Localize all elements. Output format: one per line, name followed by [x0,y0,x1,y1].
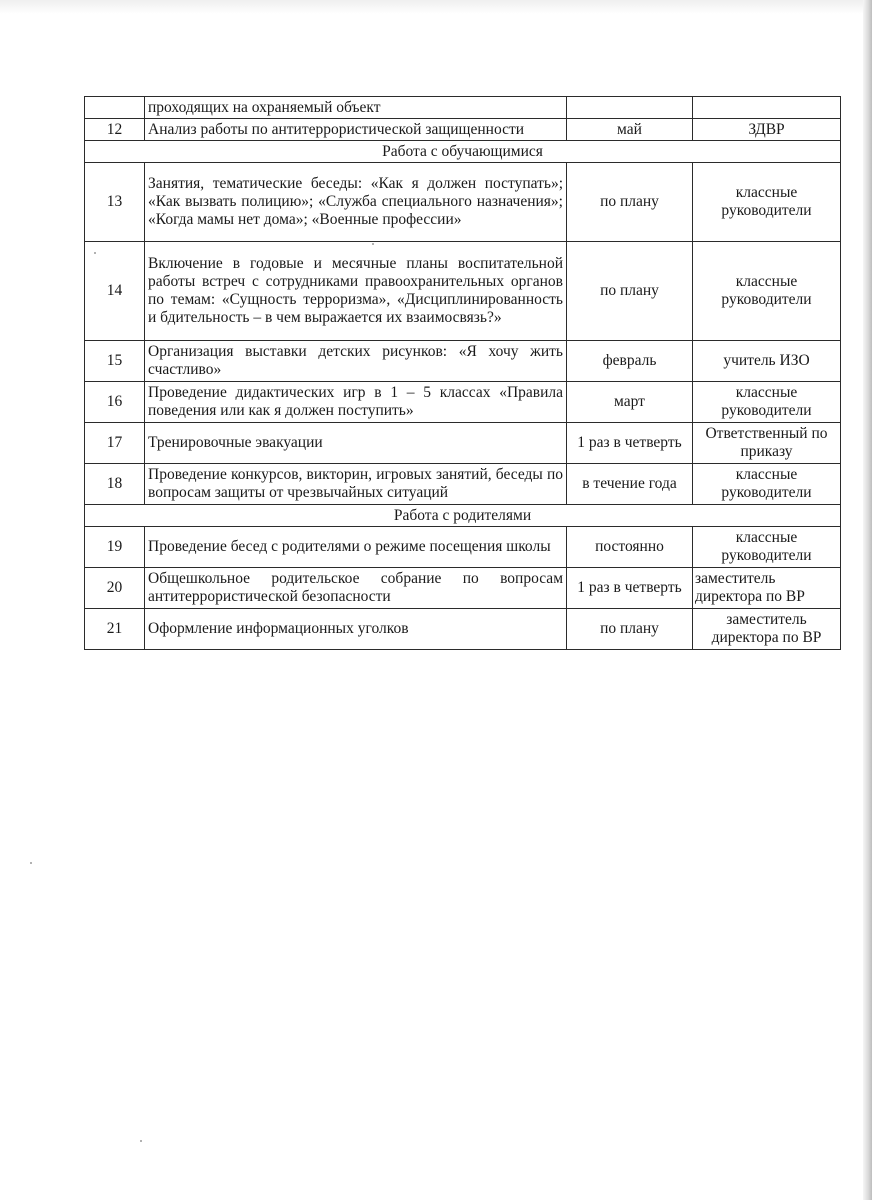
row-number: 20 [85,568,145,609]
row-number: 14 [85,242,145,341]
activity-cell: Проведение конкурсов, викторин, игровых занятий, беседы по вопросам защиты от чрезвычайных ситуаций [145,464,567,505]
responsible-cell: заместитель директора по ВР [693,568,841,609]
row-number: 21 [85,609,145,650]
date-cell: май [567,119,693,141]
table-row [85,382,841,423]
activity-plan-table [84,96,841,650]
section-row [85,505,841,527]
date-cell: по плану [567,242,693,341]
responsible-cell: классные руководители [693,464,841,505]
date-cell: по плану [567,163,693,242]
date-cell: 1 раз в четверть [567,423,693,464]
scan-speck [140,1140,142,1142]
row-number: 16 [85,382,145,423]
scan-right-edge [863,0,872,1200]
responsible-cell: классные руководители [693,242,841,341]
responsible-cell: заместитель директора по ВР [693,609,841,650]
date-cell: февраль [567,341,693,382]
responsible-cell: классные руководители [693,163,841,242]
table-row [85,341,841,382]
scan-top-shade [0,0,872,14]
section-row [85,141,841,163]
table-row [85,163,841,242]
date-cell [567,97,693,119]
scan-speck [30,862,32,864]
table-row [85,423,841,464]
table-row [85,609,841,650]
responsible-cell: учитель ИЗО [693,341,841,382]
responsible-cell: классные руководители [693,382,841,423]
activity-cell: Проведение бесед с родителями о режиме посещения школы [145,527,567,568]
row-number [85,97,145,119]
table-row [85,464,841,505]
activity-cell: Включение в годовые и месячные планы воспитательной работы встреч с сотрудниками правоохранительных органов по темам: «Сущность терроризма», «Дисциплинированность и бдительность – в чем выражается их взаимосвязь?» [145,242,567,341]
responsible-cell: ЗДВР [693,119,841,141]
row-number: 13 [85,163,145,242]
activity-cell: проходящих на охраняемый объект [145,97,567,119]
section-title-parents: Работа с родителями [85,505,841,527]
activity-cell: Организация выставки детских рисунков: «Я хочу жить счастливо» [145,341,567,382]
responsible-cell: Ответственный по приказу [693,423,841,464]
row-number: 12 [85,119,145,141]
row-number: 19 [85,527,145,568]
date-cell: в течение года [567,464,693,505]
row-number: 18 [85,464,145,505]
table-row [85,242,841,341]
table-row [85,568,841,609]
activity-cell: Оформление информационных уголков [145,609,567,650]
responsible-cell: классные руководители [693,527,841,568]
activity-cell: Занятия, тематические беседы: «Как я должен поступать»; «Как вызвать полицию»; «Служба специального назначения»; «Когда мамы нет дома»; «Военные профессии» [145,163,567,242]
section-title-students: Работа с обучающимися [85,141,841,163]
table-row [85,527,841,568]
activity-cell: Общешкольное родительское собрание по вопросам антитеррористической безопасности [145,568,567,609]
row-number: 15 [85,341,145,382]
date-cell: по плану [567,609,693,650]
date-cell: постоянно [567,527,693,568]
date-cell: 1 раз в четверть [567,568,693,609]
activity-cell: Тренировочные эвакуации [145,423,567,464]
responsible-cell [693,97,841,119]
activity-cell: Проведение дидактических игр в 1 – 5 классах «Правила поведения или как я должен поступить» [145,382,567,423]
date-cell: март [567,382,693,423]
activity-cell: Анализ работы по антитеррористической защищенности [145,119,567,141]
table-row [85,119,841,141]
table-row [85,97,841,119]
row-number: 17 [85,423,145,464]
